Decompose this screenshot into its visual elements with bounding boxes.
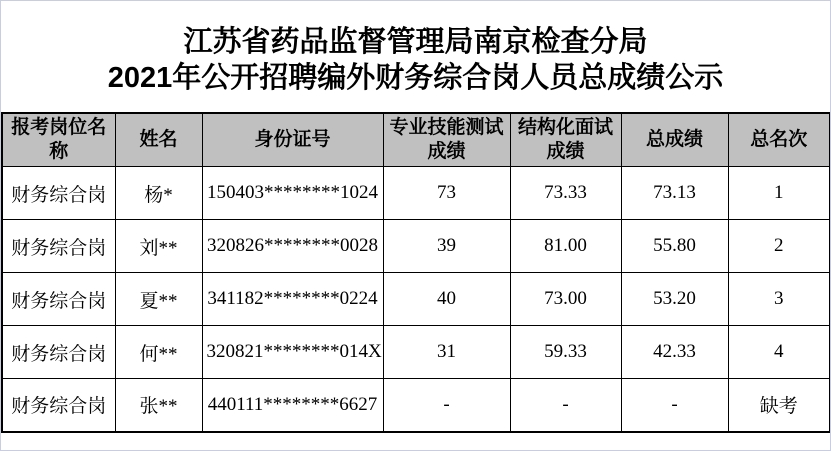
cell-name: 刘**	[115, 220, 202, 273]
cell-total-score: -	[621, 379, 728, 432]
header-position: 报考岗位名称	[2, 113, 115, 167]
cell-skill-test-score: 73	[383, 167, 510, 220]
table-row	[2, 273, 830, 326]
cell-rank: 1	[728, 167, 830, 220]
table-row	[2, 167, 830, 220]
score-table	[1, 112, 831, 433]
cell-structured-interview-score: 81.00	[510, 220, 621, 273]
cell-total-score: 55.80	[621, 220, 728, 273]
header-id-number: 身份证号	[202, 113, 383, 167]
cell-position: 财务综合岗	[2, 220, 115, 273]
header-rank: 总名次	[728, 113, 830, 167]
cell-rank: 缺考	[728, 379, 830, 432]
cell-name: 张**	[115, 379, 202, 432]
title-line-1: 江苏省药品监督管理局南京检查分局	[183, 25, 648, 58]
title-line-2: 2021年公开招聘编外财务综合岗人员总成绩公示	[107, 61, 724, 94]
cell-id-number: 341182********0224	[202, 273, 383, 326]
header-skill-test-score: 专业技能测试成绩	[383, 113, 510, 167]
table-row	[2, 379, 830, 432]
header-structured-interview-score: 结构化面试成绩	[510, 113, 621, 167]
cell-name: 夏**	[115, 273, 202, 326]
header-name: 姓名	[115, 113, 202, 167]
cell-skill-test-score: 39	[383, 220, 510, 273]
cell-rank: 2	[728, 220, 830, 273]
cell-id-number: 320821********014X	[202, 326, 383, 379]
cell-position: 财务综合岗	[2, 326, 115, 379]
cell-id-number: 440111********6627	[202, 379, 383, 432]
table-header-row	[2, 113, 830, 167]
cell-position: 财务综合岗	[2, 273, 115, 326]
cell-skill-test-score: 31	[383, 326, 510, 379]
cell-name: 杨*	[115, 167, 202, 220]
table-row	[2, 220, 830, 273]
cell-total-score: 73.13	[621, 167, 728, 220]
cell-structured-interview-score: 73.00	[510, 273, 621, 326]
cell-total-score: 53.20	[621, 273, 728, 326]
cell-structured-interview-score: -	[510, 379, 621, 432]
cell-total-score: 42.33	[621, 326, 728, 379]
cell-skill-test-score: 40	[383, 273, 510, 326]
header-total-score: 总成绩	[621, 113, 728, 167]
cell-structured-interview-score: 59.33	[510, 326, 621, 379]
cell-id-number: 150403********1024	[202, 167, 383, 220]
cell-rank: 3	[728, 273, 830, 326]
cell-skill-test-score: -	[383, 379, 510, 432]
cell-id-number: 320826********0028	[202, 220, 383, 273]
cell-name: 何**	[115, 326, 202, 379]
cell-position: 财务综合岗	[2, 379, 115, 432]
cell-position: 财务综合岗	[2, 167, 115, 220]
cell-rank: 4	[728, 326, 830, 379]
cell-structured-interview-score: 73.33	[510, 167, 621, 220]
table-row	[2, 326, 830, 379]
page-title	[1, 1, 830, 112]
